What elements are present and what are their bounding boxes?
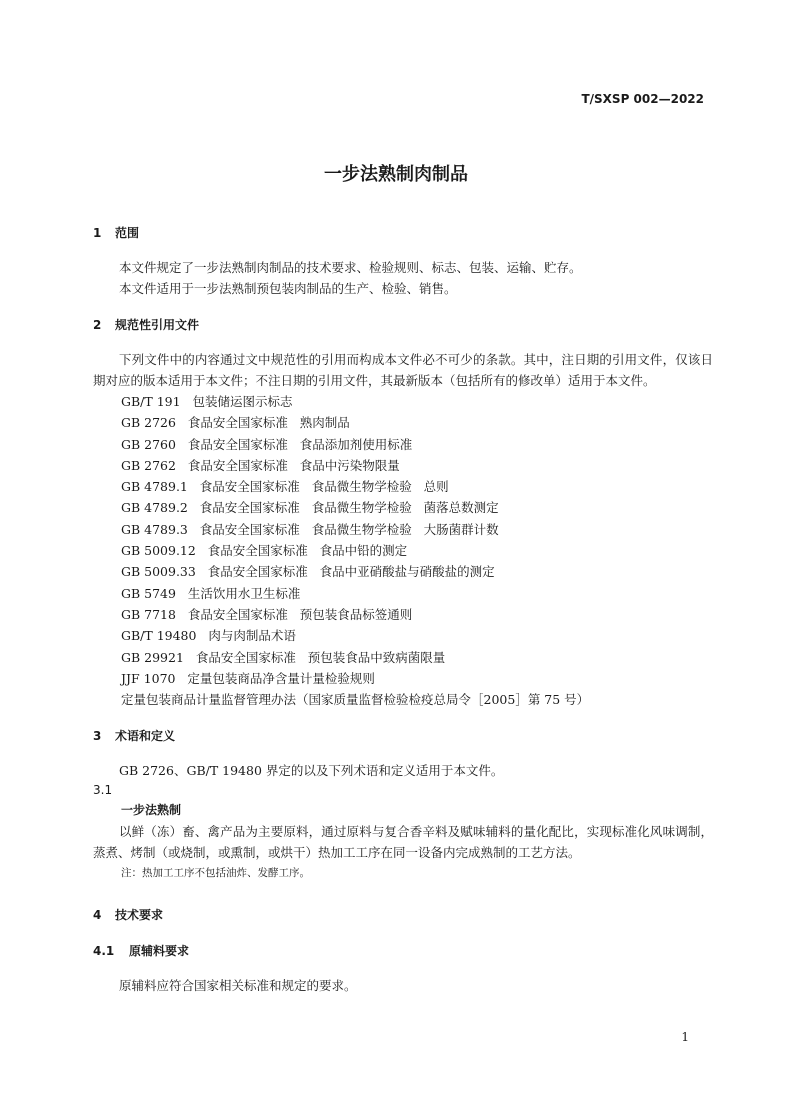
page-number: 1: [681, 1030, 689, 1044]
term-definition: 以鲜（冻）畜、禽产品为主要原料，通过原料与复合香辛料及赋味辅料的量化配比，实现标准化风味调制，蒸煮、烤制（或烧制，或熏制，或烘干）热加工工序在同一设备内完成熟制的工艺方法。: [93, 824, 713, 861]
reference-item: GB 2762 食品安全国家标准 食品中污染物限量: [121, 457, 400, 473]
reference-item: GB 5009.33 食品安全国家标准 食品中亚硝酸盐与硝酸盐的测定: [121, 564, 495, 580]
standard-code: T/SXSP 002—2022: [581, 92, 704, 106]
section-4-heading: [93, 905, 713, 925]
subsection-4-1-heading: [93, 941, 713, 961]
reference-item: GB 2726 食品安全国家标准 熟肉制品: [121, 415, 350, 431]
term-number: 3.1: [93, 783, 113, 798]
section-2-heading: [93, 315, 713, 335]
subsection-4-1-body: [93, 975, 713, 996]
paragraph: GB 2726、GB/T 19480 界定的以及下列术语和定义适用于本文件。: [119, 763, 504, 779]
reference-item: GB 7718 食品安全国家标准 预包装食品标签通则: [121, 606, 413, 622]
section-title: 范围: [115, 226, 140, 240]
reference-item: GB 2760 食品安全国家标准 食品添加剂使用标准: [121, 436, 413, 452]
reference-item: 定量包装商品计量监督管理办法（国家质量监督检验检疫总局令［2005］第 75 号）: [121, 692, 590, 708]
reference-item: JJF 1070 定量包装商品净含量计量检验规则: [121, 670, 375, 686]
reference-item: GB 5009.12 食品安全国家标准 食品中铅的测定: [121, 543, 408, 559]
paragraph: 原辅料应符合国家相关标准和规定的要求。: [119, 978, 357, 994]
reference-item: GB 5749 生活饮用水卫生标准: [121, 585, 301, 601]
section-3-heading: [93, 726, 713, 746]
subsection-number: 4.1: [93, 944, 115, 959]
section-title: 技术要求: [115, 908, 164, 923]
reference-item: GB 4789.3 食品安全国家标准 食品微生物学检验 大肠菌群计数: [121, 521, 499, 537]
section-number: 4: [93, 908, 102, 923]
section-title: 规范性引用文件: [115, 318, 200, 332]
reference-item: GB/T 19480 肉与肉制品术语: [121, 628, 296, 644]
section-number: 3: [93, 729, 102, 744]
note: 注：热加工工序不包括油炸、发酵工序。: [121, 867, 310, 880]
section-number: 2: [93, 318, 102, 332]
section-title: 术语和定义: [115, 729, 176, 744]
reference-item: GB 4789.2 食品安全国家标准 食品微生物学检验 菌落总数测定: [121, 500, 499, 516]
section-2-body: [93, 349, 713, 710]
section-1-body: [93, 257, 713, 299]
subsection-title: 原辅料要求: [129, 944, 190, 959]
reference-item: GB/T 191 包装储运图示标志: [121, 394, 293, 409]
term-name: 一步法熟制: [121, 803, 182, 818]
reference-item: GB 29921 食品安全国家标准 预包装食品中致病菌限量: [121, 649, 446, 665]
paragraph: 下列文件中的内容通过文中规范性的引用而构成本文件必不可少的条款。其中，注日期的引用文件，仅该日期对应的版本适用于本文件；不注日期的引用文件，其最新版本（包括所有的修改单）适用于本文件。: [93, 352, 713, 388]
section-3-body: [93, 760, 713, 883]
reference-item: GB 4789.1 食品安全国家标准 食品微生物学检验 总则: [121, 479, 449, 495]
paragraph: 本文件规定了一步法熟制肉制品的技术要求、检验规则、标志、包装、运输、贮存。: [119, 260, 582, 275]
section-1-heading: [93, 223, 713, 243]
document-title: 一步法熟制肉制品: [324, 164, 468, 185]
document-body: [93, 223, 713, 996]
paragraph: 本文件适用于一步法熟制预包装肉制品的生产、检验、销售。: [119, 281, 457, 296]
section-number: 1: [93, 226, 102, 240]
